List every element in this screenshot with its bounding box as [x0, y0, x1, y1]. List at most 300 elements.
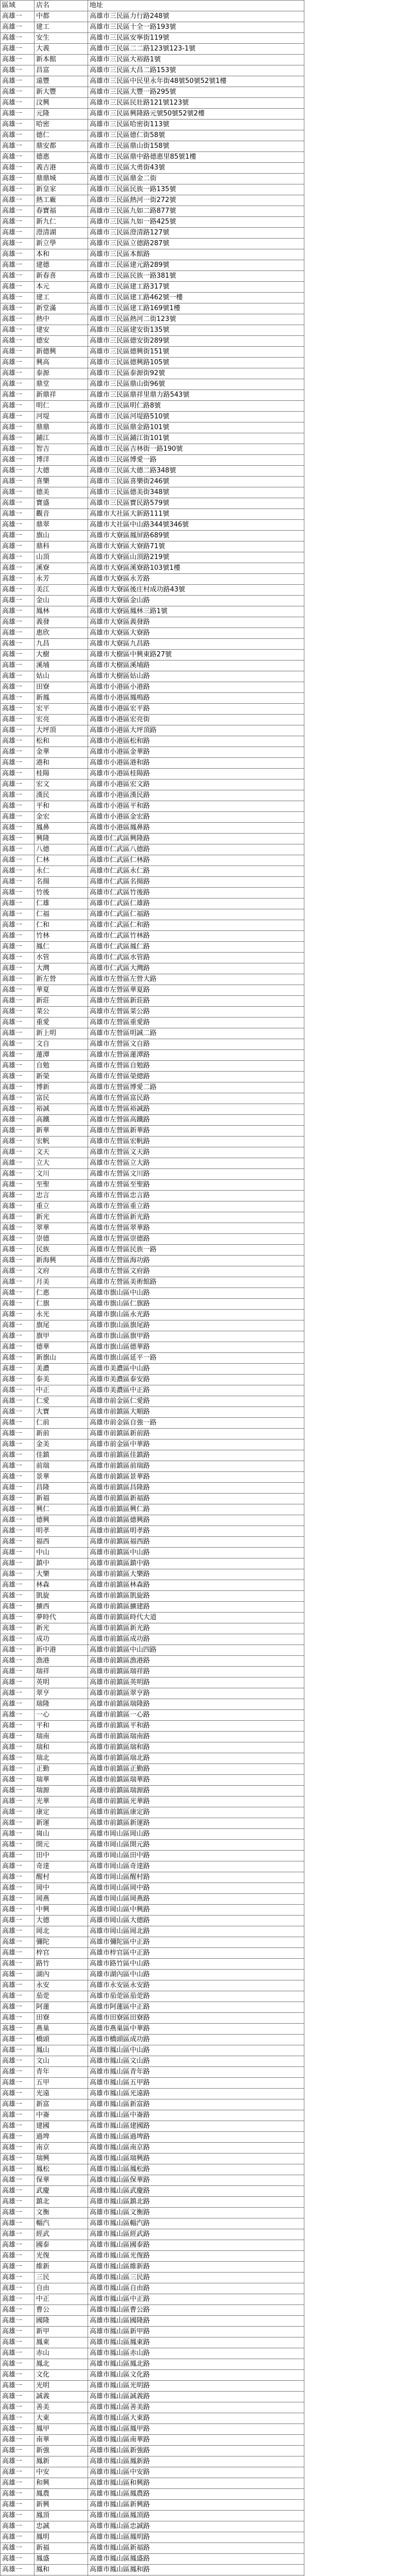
store-name-cell: 經武: [35, 2229, 88, 2240]
table-row: [1, 2240, 304, 2251]
region-cell: 高雄一: [1, 239, 35, 249]
region-cell: 高雄一: [1, 1234, 35, 1245]
store-name-cell: 新福: [35, 1494, 88, 1504]
region-cell: 高雄一: [1, 11, 35, 22]
table-row: [1, 920, 304, 931]
address-cell: 高雄市前鎮區瑞華路: [88, 1775, 304, 1786]
table-row: [1, 44, 304, 55]
region-cell: 高雄一: [1, 336, 35, 347]
table-row: [1, 1061, 304, 1072]
address-cell: 高雄市三民區民族一路381號: [88, 271, 304, 282]
table-row: [1, 1580, 304, 1591]
address-cell: 高雄市三民區德興路105號: [88, 358, 304, 368]
region-cell: 高雄一: [1, 1266, 35, 1277]
region-cell: 高雄一: [1, 1018, 35, 1028]
table-body: [1, 1, 304, 2576]
region-cell: 高雄一: [1, 174, 35, 184]
table-row: [1, 639, 304, 650]
region-cell: 高雄一: [1, 2035, 35, 2045]
region-cell: 高雄一: [1, 2554, 35, 2565]
table-row: [1, 444, 304, 455]
table-row: [1, 1916, 304, 1926]
address-cell: 高雄市岡山區岡燕路: [88, 1894, 304, 1905]
table-row: [1, 1948, 304, 1959]
address-cell: 高雄市左營區至聖路: [88, 1180, 304, 1191]
region-cell: 高雄一: [1, 109, 35, 120]
table-row: [1, 1667, 304, 1677]
region-cell: 高雄一: [1, 55, 35, 65]
address-cell: 高雄市大寮區九昌路: [88, 639, 304, 650]
address-cell: 高雄市三民區中民里永年街48號50號52號1樓: [88, 76, 304, 87]
table-row: [1, 1699, 304, 1710]
region-cell: 高雄一: [1, 1158, 35, 1169]
store-name-cell: 興高: [35, 358, 88, 368]
table-row: [1, 617, 304, 628]
table-row: [1, 1082, 304, 1093]
store-name-cell: 誠義: [35, 2392, 88, 2402]
store-name-cell: 平和: [35, 801, 88, 812]
store-name-cell: 熱工廠: [35, 195, 88, 206]
address-cell: 高雄市前鎮區成功路: [88, 1634, 304, 1645]
store-name-cell: 昌富: [35, 65, 88, 76]
region-cell: 高雄一: [1, 1082, 35, 1093]
address-cell: 高雄市小港區鳳鼻路: [88, 823, 304, 834]
store-name-cell: 文山: [35, 2056, 88, 2067]
address-cell: 高雄市鳳山區青年路: [88, 2067, 304, 2078]
table-row: [1, 682, 304, 693]
address-cell: 高雄市旗山區德華路: [88, 1342, 304, 1353]
region-cell: 高雄一: [1, 282, 35, 293]
table-row: [1, 282, 304, 293]
table-row: [1, 358, 304, 368]
region-cell: 高雄一: [1, 682, 35, 693]
region-cell: 高雄一: [1, 1439, 35, 1450]
region-cell: 高雄一: [1, 44, 35, 55]
store-name-cell: 金宏: [35, 812, 88, 823]
store-name-cell: 中都: [35, 11, 88, 22]
store-name-cell: 瑞隆: [35, 1699, 88, 1710]
address-cell: 高雄市鳳山區光復路: [88, 2251, 304, 2262]
address-cell: 高雄市旗山區旗甲路: [88, 1331, 304, 1342]
table-row: [1, 1818, 304, 1829]
table-row: [1, 801, 304, 812]
address-cell: 高雄市三民區德安街289號: [88, 336, 304, 347]
address-cell: 高雄市鳳山區文化路: [88, 2370, 304, 2381]
address-cell: 高雄市鳳山區和興路: [88, 2478, 304, 2489]
store-name-cell: 永仁: [35, 866, 88, 877]
table-row: [1, 1429, 304, 1439]
store-name-cell: 華夏: [35, 985, 88, 996]
region-cell: 高雄一: [1, 2283, 35, 2294]
region-cell: 高雄一: [1, 1126, 35, 1137]
address-cell: 高雄市前金區中華路: [88, 1439, 304, 1450]
region-cell: 高雄一: [1, 303, 35, 314]
table-row: [1, 347, 304, 358]
table-row: [1, 2056, 304, 2067]
store-name-cell: 鼎科: [35, 541, 88, 552]
address-cell: 高雄市大寮區義發路: [88, 617, 304, 628]
store-name-cell: 福西: [35, 1537, 88, 1548]
address-cell: 高雄市岡山區岡山路: [88, 1829, 304, 1840]
region-cell: 高雄一: [1, 141, 35, 152]
table-row: [1, 1634, 304, 1645]
region-cell: 高雄一: [1, 184, 35, 195]
table-row: [1, 985, 304, 996]
store-name-cell: 忠誠: [35, 2521, 88, 2532]
region-cell: 高雄一: [1, 1613, 35, 1623]
table-row: [1, 1191, 304, 1201]
table-row: [1, 1180, 304, 1191]
address-cell: 高雄市前鎮區中山路: [88, 1548, 304, 1558]
table-row: [1, 812, 304, 823]
region-cell: 高雄一: [1, 130, 35, 141]
store-name-cell: 曹公: [35, 2305, 88, 2316]
table-row: [1, 1461, 304, 1472]
address-cell: 高雄市前鎮區瑞南路: [88, 1732, 304, 1742]
address-cell: 高雄市三民區九如二路877號: [88, 206, 304, 217]
region-cell: 高雄一: [1, 2565, 35, 2575]
region-cell: 高雄一: [1, 379, 35, 390]
address-cell: 高雄市前鎮區正勤路: [88, 1764, 304, 1775]
address-cell: 高雄市前鎮區新運路: [88, 1818, 304, 1829]
store-name-cell: 新前: [35, 1429, 88, 1439]
region-cell: 高雄一: [1, 2164, 35, 2175]
region-cell: 高雄一: [1, 596, 35, 606]
region-cell: 高雄一: [1, 877, 35, 888]
table-row: [1, 942, 304, 953]
table-row: [1, 2294, 304, 2305]
table-row: [1, 2435, 304, 2446]
region-cell: 高雄一: [1, 1645, 35, 1656]
table-row: [1, 715, 304, 725]
address-cell: 高雄市左營區榮總路: [88, 1072, 304, 1082]
address-cell: 高雄市三民區大裕路1號: [88, 55, 304, 65]
address-cell: 高雄市小港區港和路: [88, 758, 304, 769]
region-cell: 高雄一: [1, 1569, 35, 1580]
table-row: [1, 1234, 304, 1245]
address-cell: 高雄市鳳山區三民路: [88, 2273, 304, 2283]
table-row: [1, 401, 304, 412]
store-name-cell: 漢民: [35, 790, 88, 801]
address-cell: 高雄市仁武區竹林路: [88, 931, 304, 942]
address-cell: 高雄市三民區澄清路127號: [88, 228, 304, 239]
address-cell: 高雄市前鎮區景華路: [88, 1472, 304, 1483]
region-cell: 高雄一: [1, 942, 35, 953]
region-cell: 高雄一: [1, 585, 35, 596]
store-name-cell: 河堤: [35, 412, 88, 422]
address-cell: 高雄市大社區大新路111號: [88, 509, 304, 520]
region-cell: 高雄一: [1, 2240, 35, 2251]
store-name-cell: 大樹: [35, 650, 88, 660]
store-name-cell: 文天: [35, 1147, 88, 1158]
store-name-cell: 八德: [35, 844, 88, 855]
table-row: [1, 1980, 304, 1991]
table-row: [1, 109, 304, 120]
store-name-cell: 寶盛: [35, 498, 88, 509]
address-cell: 高雄市左營區民族一路: [88, 1245, 304, 1256]
store-name-cell: 新左營: [35, 974, 88, 985]
store-name-cell: 大寶: [35, 1407, 88, 1418]
store-name-cell: 過埤: [35, 2132, 88, 2143]
table-row: [1, 2500, 304, 2511]
table-row: [1, 1277, 304, 1288]
region-cell: 高雄一: [1, 1970, 35, 1980]
region-cell: 高雄一: [1, 974, 35, 985]
region-cell: 高雄一: [1, 1688, 35, 1699]
region-cell: 高雄一: [1, 1364, 35, 1375]
table-row: [1, 2478, 304, 2489]
address-cell: 高雄市前鎮區光華路: [88, 1797, 304, 1807]
address-cell: 高雄市仁武區仁林路: [88, 855, 304, 866]
table-row: [1, 704, 304, 715]
table-row: [1, 1840, 304, 1851]
table-row: [1, 2154, 304, 2164]
table-row: [1, 1504, 304, 1515]
address-cell: 高雄市小港區金宏路: [88, 812, 304, 823]
region-cell: 高雄一: [1, 844, 35, 855]
address-cell: 高雄市鳳山區善美路: [88, 2402, 304, 2413]
region-cell: 高雄一: [1, 1223, 35, 1234]
table-row: [1, 877, 304, 888]
region-cell: 高雄一: [1, 120, 35, 130]
region-cell: 高雄一: [1, 1256, 35, 1266]
region-cell: 高雄一: [1, 552, 35, 563]
address-cell: 高雄市三民區明仁路8號: [88, 401, 304, 412]
address-cell: 高雄市大寮區溪寮路103號1樓: [88, 563, 304, 574]
table-row: [1, 2489, 304, 2500]
region-cell: 高雄一: [1, 2435, 35, 2446]
region-cell: 高雄一: [1, 444, 35, 455]
table-row: [1, 769, 304, 779]
region-cell: 高雄一: [1, 1602, 35, 1613]
region-cell: 高雄一: [1, 487, 35, 498]
table-row: [1, 33, 304, 44]
store-name-cell: 瑞祥: [35, 1667, 88, 1677]
table-row: [1, 141, 304, 152]
address-cell: 高雄市小港區松和路: [88, 736, 304, 747]
table-row: [1, 2078, 304, 2089]
address-cell: 高雄市小港區金華路: [88, 747, 304, 758]
address-cell: 高雄市小港區平和路: [88, 801, 304, 812]
address-cell: 高雄市三民區建工路169號1樓: [88, 303, 304, 314]
store-name-cell: 姑山: [35, 671, 88, 682]
table-row: [1, 855, 304, 866]
store-name-cell: 德仁: [35, 130, 88, 141]
address-cell: 高雄市三民區哈密街113號: [88, 120, 304, 130]
table-row: [1, 2543, 304, 2554]
table-row: [1, 1439, 304, 1450]
address-cell: 高雄市鳳山區赤山路: [88, 2348, 304, 2359]
address-cell: 高雄市前鎮區一心路: [88, 1710, 304, 1721]
table-row: [1, 1310, 304, 1320]
store-name-cell: 翠華: [35, 1223, 88, 1234]
address-cell: 高雄市小港區桂陽路: [88, 769, 304, 779]
address-cell: 高雄市仁武區水管路: [88, 953, 304, 963]
table-row: [1, 1732, 304, 1742]
region-cell: 高雄一: [1, 2121, 35, 2132]
address-cell: 高雄市三民區興隆路元號50號52號2樓: [88, 109, 304, 120]
table-row: [1, 1710, 304, 1721]
table-row: [1, 2208, 304, 2218]
region-cell: 高雄一: [1, 2381, 35, 2392]
store-name-cell: 新春喜: [35, 271, 88, 282]
store-name-cell: 金美: [35, 1439, 88, 1450]
address-cell: 高雄市鳳山區武慶路: [88, 2186, 304, 2197]
address-cell: 高雄市鳳山區鳳明路: [88, 2532, 304, 2543]
region-cell: 高雄一: [1, 779, 35, 790]
region-cell: 高雄一: [1, 2521, 35, 2532]
address-cell: 高雄市三民區寶民路579號: [88, 498, 304, 509]
store-name-cell: 新九仁: [35, 217, 88, 228]
region-cell: 高雄一: [1, 1558, 35, 1569]
store-name-cell: 遠豐: [35, 76, 88, 87]
region-cell: 高雄一: [1, 466, 35, 477]
store-name-cell: 和興: [35, 2478, 88, 2489]
region-cell: 高雄一: [1, 1299, 35, 1310]
region-cell: 高雄一: [1, 22, 35, 33]
address-cell: 高雄市旗山區永光路: [88, 1310, 304, 1320]
table-row: [1, 2229, 304, 2240]
store-name-cell: 仁前: [35, 1418, 88, 1429]
table-row: [1, 1926, 304, 1937]
address-cell: 高雄市前鎮區新光路: [88, 1623, 304, 1634]
address-cell: 高雄市鳳山區五甲路: [88, 2078, 304, 2089]
region-cell: 高雄一: [1, 1104, 35, 1115]
address-cell: 高雄市仁武區大灣路: [88, 963, 304, 974]
address-cell: 高雄市前鎮區大順路: [88, 1407, 304, 1418]
table-row: [1, 390, 304, 401]
table-row: [1, 260, 304, 271]
table-row: [1, 184, 304, 195]
address-cell: 高雄市鳳山區南華路: [88, 2435, 304, 2446]
store-name-cell: 明孝: [35, 1526, 88, 1537]
region-cell: 高雄一: [1, 2089, 35, 2099]
store-name-cell: 桂陽: [35, 769, 88, 779]
address-cell: 高雄市仁武區竹後路: [88, 888, 304, 899]
region-cell: 高雄一: [1, 1818, 35, 1829]
region-cell: 高雄一: [1, 2067, 35, 2078]
table-row: [1, 2402, 304, 2413]
address-cell: 高雄市左營區華夏路: [88, 985, 304, 996]
store-name-cell: 興仁: [35, 1504, 88, 1515]
address-cell: 高雄市三民區二二路123號123-1號: [88, 44, 304, 55]
store-name-cell: 美濃: [35, 1364, 88, 1375]
table-row: [1, 823, 304, 834]
table-row: [1, 866, 304, 877]
store-name-cell: 竹林: [35, 931, 88, 942]
store-name-cell: 開元: [35, 1840, 88, 1851]
address-cell: 高雄市前鎮區翠亨路: [88, 1688, 304, 1699]
address-cell: 高雄市前鎮區前瑞路: [88, 1461, 304, 1472]
region-cell: 高雄一: [1, 563, 35, 574]
store-name-cell: 仁和: [35, 920, 88, 931]
region-cell: 高雄一: [1, 2305, 35, 2316]
region-cell: 高雄一: [1, 2446, 35, 2456]
region-cell: 高雄一: [1, 715, 35, 725]
store-name-cell: 仁愛: [35, 1396, 88, 1407]
address-cell: 高雄市小港區大坪頂路: [88, 725, 304, 736]
table-row: [1, 1039, 304, 1050]
region-cell: 高雄一: [1, 1851, 35, 1861]
store-name-cell: 哈密: [35, 120, 88, 130]
address-cell: 高雄市小港區宏亮街: [88, 715, 304, 725]
region-cell: 高雄一: [1, 1905, 35, 1916]
address-cell: 高雄市前鎮區瑞和路: [88, 1742, 304, 1753]
address-cell: 高雄市前鎮區林森路: [88, 1580, 304, 1591]
region-cell: 高雄一: [1, 2251, 35, 2262]
store-name-cell: 國泰: [35, 2240, 88, 2251]
address-cell: 高雄市仁武區名揚路: [88, 877, 304, 888]
region-cell: 高雄一: [1, 888, 35, 899]
region-cell: 高雄一: [1, 1137, 35, 1147]
region-cell: 高雄一: [1, 931, 35, 942]
table-row: [1, 1883, 304, 1894]
address-cell: 高雄市小港區小港路: [88, 682, 304, 693]
region-cell: 高雄一: [1, 574, 35, 585]
address-cell: 高雄市小港區鳳鳴路: [88, 693, 304, 704]
region-cell: 高雄一: [1, 206, 35, 217]
store-name-cell: 翠亨: [35, 1688, 88, 1699]
table-row: [1, 1342, 304, 1353]
address-cell: 高雄市三民區鼎山街158號: [88, 141, 304, 152]
address-cell: 高雄市前鎮區瑞祥路: [88, 1667, 304, 1677]
region-cell: 高雄一: [1, 1515, 35, 1526]
table-row: [1, 2424, 304, 2435]
address-cell: 高雄市左營區菜公路: [88, 1007, 304, 1018]
table-row: [1, 1861, 304, 1872]
store-name-cell: 平和: [35, 1721, 88, 1732]
table-row: [1, 596, 304, 606]
address-cell: 高雄市美濃區中山路: [88, 1364, 304, 1375]
store-name-cell: 仁雄: [35, 899, 88, 909]
region-cell: 高雄一: [1, 2099, 35, 2110]
table-row: [1, 2197, 304, 2208]
region-cell: 高雄一: [1, 747, 35, 758]
store-name-cell: 新大豐: [35, 87, 88, 98]
store-name-cell: 月美: [35, 1277, 88, 1288]
address-cell: 高雄市三民區民壯路121號123號: [88, 98, 304, 109]
region-cell: 高雄一: [1, 855, 35, 866]
region-cell: 高雄一: [1, 498, 35, 509]
address-cell: 高雄市三民區河堤路510號: [88, 412, 304, 422]
store-name-cell: 中山: [35, 1548, 88, 1558]
table-row: [1, 2251, 304, 2262]
address-cell: 高雄市三民區鼎祥里鼎力路543號: [88, 390, 304, 401]
address-cell: 高雄市左營區博愛二路: [88, 1082, 304, 1093]
address-cell: 高雄市三民區建工路462號一樓: [88, 293, 304, 303]
address-cell: 高雄市鳳山區鎮北路: [88, 2197, 304, 2208]
region-cell: 高雄一: [1, 606, 35, 617]
table-row: [1, 2446, 304, 2456]
store-name-cell: 金山: [35, 596, 88, 606]
table-row: [1, 22, 304, 33]
region-cell: 高雄一: [1, 1115, 35, 1126]
region-cell: 高雄一: [1, 1829, 35, 1840]
address-cell: 高雄市前鎮區瑞源路: [88, 1786, 304, 1797]
address-cell: 高雄市前鎮區漁港路: [88, 1656, 304, 1667]
store-name-cell: 湖內: [35, 1970, 88, 1980]
region-cell: 高雄一: [1, 1948, 35, 1959]
store-name-cell: 鎮中: [35, 1558, 88, 1569]
region-cell: 高雄一: [1, 1937, 35, 1948]
table-row: [1, 2381, 304, 2392]
store-name-cell: 水管: [35, 953, 88, 963]
table-row: [1, 2132, 304, 2143]
region-cell: 高雄一: [1, 650, 35, 660]
store-name-cell: 澄清湖: [35, 228, 88, 239]
store-name-cell: 興隆: [35, 834, 88, 844]
store-name-cell: 三民: [35, 2273, 88, 2283]
